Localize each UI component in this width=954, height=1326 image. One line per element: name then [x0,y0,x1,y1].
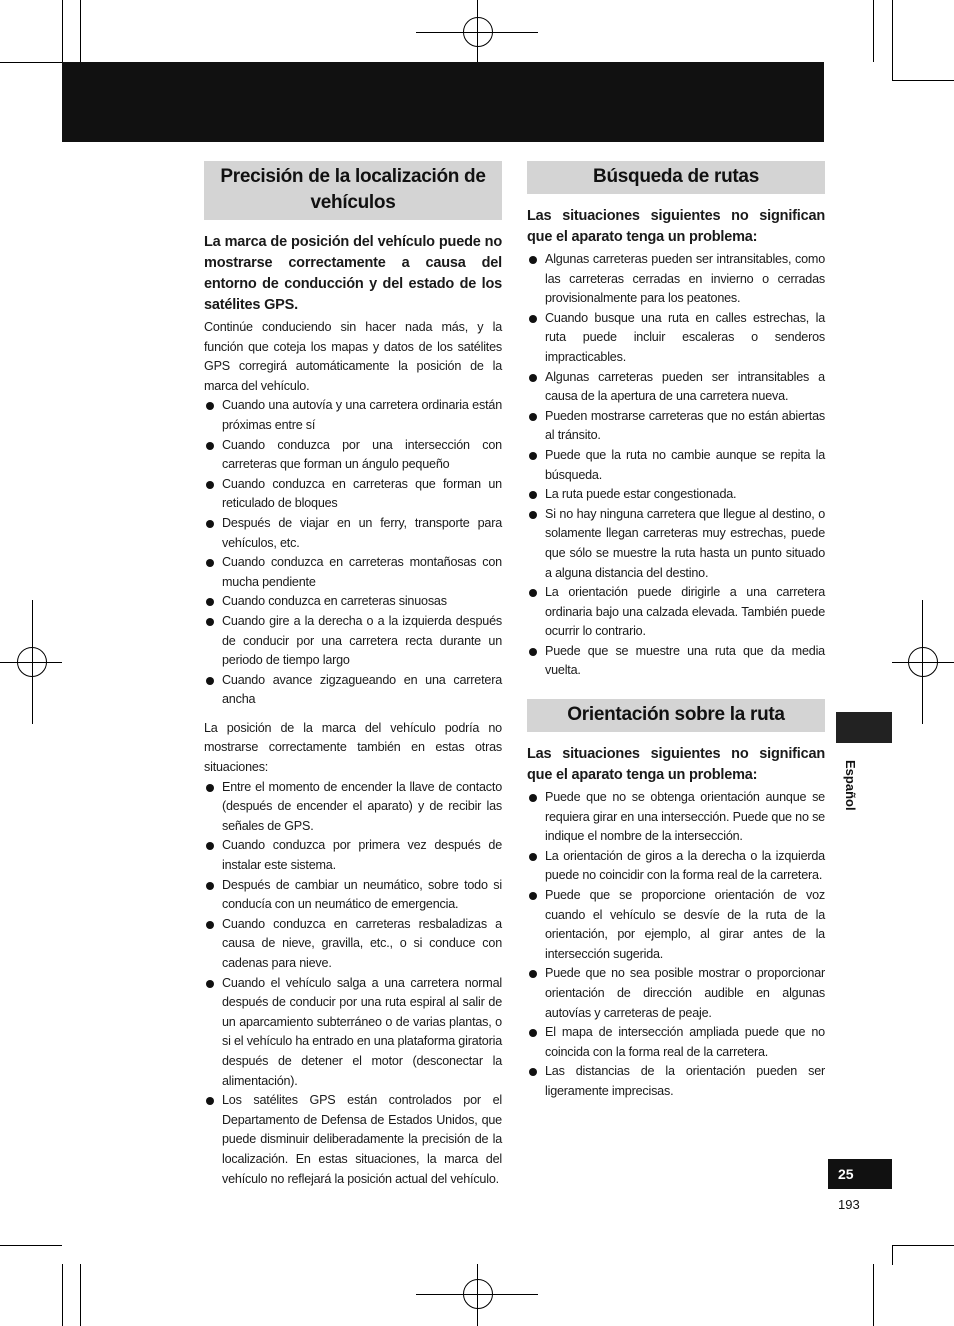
crop-mark [80,0,81,62]
section-heading-route-guidance: Orientación sobre la ruta [527,699,825,732]
list-item: Cuando conduzca en carreteras resbaladizas a causa de nieve, gravilla, etc., o si conduce con cadenas para nieve. [204,915,502,974]
list-item: Cuando conduzca por primera vez después de instalar este sistema. [204,836,502,875]
list-item: Entre el momento de encender la llave de contacto (después de encender el aparato) y de recibir las señales de GPS. [204,778,502,837]
total-page-number: 193 [838,1197,860,1212]
lead-text: Las situaciones siguientes no significan que el aparato tenga un problema: [527,208,825,245]
crop-mark [32,600,33,724]
list-item: Cuando conduzca por una intersección con carreteras que forman un ángulo pequeño [204,436,502,475]
list-item: Cuando una autovía y una carretera ordinaria están próximas entre sí [204,396,502,435]
lead-text: Las situaciones siguientes no significan que el aparato tenga un problema: [527,746,825,784]
crop-mark [892,0,893,80]
crop-mark [892,1245,893,1265]
crop-mark [477,1264,478,1326]
intro-paragraph: Continúe conduciendo sin hacer nada más, y la función que coteja los mapas y datos de los satélites GPS corregirá automáticamente la posición de la marca del vehículo. [204,320,502,393]
crop-mark [873,0,874,62]
list-item: Algunas carreteras pueden ser intransitables, como las carreteras cerradas en invierno o cerradas provisionalmente para los peatones. [527,250,825,309]
crop-mark [892,80,954,81]
section-heading-gps-accuracy: Precisión de la localización de vehículos [204,161,502,220]
page-number: 25 [828,1159,892,1189]
left-column [204,161,502,1189]
list-item: Las distancias de la orientación pueden ser ligeramente imprecisas. [527,1062,825,1101]
list-item: Si no hay ninguna carretera que llegue al destino, o solamente llegan carreteras muy estrechas, puede que sólo se muestre la ruta hasta un punto situado a alguna distancia del destino. [527,505,825,583]
crop-mark [892,662,954,663]
list-item: Cuando el vehículo salga a una carretera normal después de conducir por una ruta espiral al salir de un aparcamiento subterráneo o de varias plantas, o si el vehículo ha entrado en una plataforma giratoria después de detener el motor (desconectar la alimentación). [204,974,502,1092]
list-item: Cuando conduzca en carreteras montañosas con mucha pendiente [204,553,502,592]
list-item: La orientación puede dirigirle a una carretera ordinaria bajo una calzada elevada. También puede ocurrir lo contrario. [527,583,825,642]
crop-mark [62,1264,63,1326]
list-item: Puede que se proporcione orientación de voz cuando el vehículo se desvíe de la ruta de la orientación, por ejemplo, al girar antes de la intersección sugerida. [527,886,825,964]
list-item: Puede que la ruta no cambie aunque se repita la búsqueda. [527,446,825,485]
crop-mark [62,0,63,62]
right-column [527,161,825,1102]
list-item: Cuando avance zigzagueando en una carretera ancha [204,671,502,710]
crop-mark [80,1264,81,1326]
list-item: Puede que no sea posible mostrar o proporcionar orientación de dirección audible en algunas autovías y carreteras de peaje. [527,964,825,1023]
lead-text: La marca de posición del vehículo puede no mostrarse correctamente a causa del entorno de conducción y del estado de los satélites GPS. [204,234,502,313]
side-tab-marker [836,712,892,743]
section-heading-route-search: Búsqueda de rutas [527,161,825,194]
crop-mark [416,1294,538,1295]
crop-mark [873,1264,874,1326]
list-item: La ruta puede estar congestionada. [527,485,825,505]
list-item: La orientación de giros a la derecha o la izquierda puede no coincidir con la forma real de la carretera. [527,847,825,886]
crop-mark [0,62,62,63]
header-bar [62,62,824,142]
bullet-list [527,250,825,681]
list-item: Cuando conduzca en carreteras que forman un reticulado de bloques [204,475,502,514]
list-item: El mapa de intersección ampliada puede que no coincida con la forma real de la carretera. [527,1023,825,1062]
crop-mark [892,1245,954,1246]
list-item: Después de cambiar un neumático, sobre todo si conducía con un neumático de emergencia. [204,876,502,915]
crop-mark [477,0,478,62]
bullet-list [204,396,502,710]
list-item: Cuando gire a la derecha o a la izquierda después de conducir por una carretera recta durante un periodo de tiempo largo [204,612,502,671]
bullet-list [527,788,825,1102]
crop-mark [0,1245,62,1246]
secondary-paragraph: La posición de la marca del vehículo podría no mostrarse correctamente también en estas otras situaciones: [204,720,502,775]
crop-mark [922,600,923,724]
list-item: Cuando busque una ruta en calles estrechas, la ruta puede incluir escaleras o senderos impracticables. [527,309,825,368]
list-item: Cuando conduzca en carreteras sinuosas [204,592,502,612]
list-item: Pueden mostrarse carreteras que no están abiertas al tránsito. [527,407,825,446]
language-label: Español [843,760,858,811]
list-item: Los satélites GPS están controlados por el Departamento de Defensa de Estados Unidos, que puede disminuir deliberadamente la precisión de la localización. En estas situaciones, la marca del vehículo no reflejará la posición actual del vehículo. [204,1091,502,1189]
bullet-list [204,778,502,1189]
crop-mark [416,32,538,33]
crop-mark [0,662,62,663]
list-item: Puede que se muestre una ruta que da media vuelta. [527,642,825,681]
list-item: Después de viajar en un ferry, transporte para vehículos, etc. [204,514,502,553]
list-item: Algunas carreteras pueden ser intransitables a causa de la apertura de una carretera nueva. [527,368,825,407]
list-item: Puede que no se obtenga orientación aunque se requiera girar en una intersección. Puede que no se indique el nombre de la intersección. [527,788,825,847]
